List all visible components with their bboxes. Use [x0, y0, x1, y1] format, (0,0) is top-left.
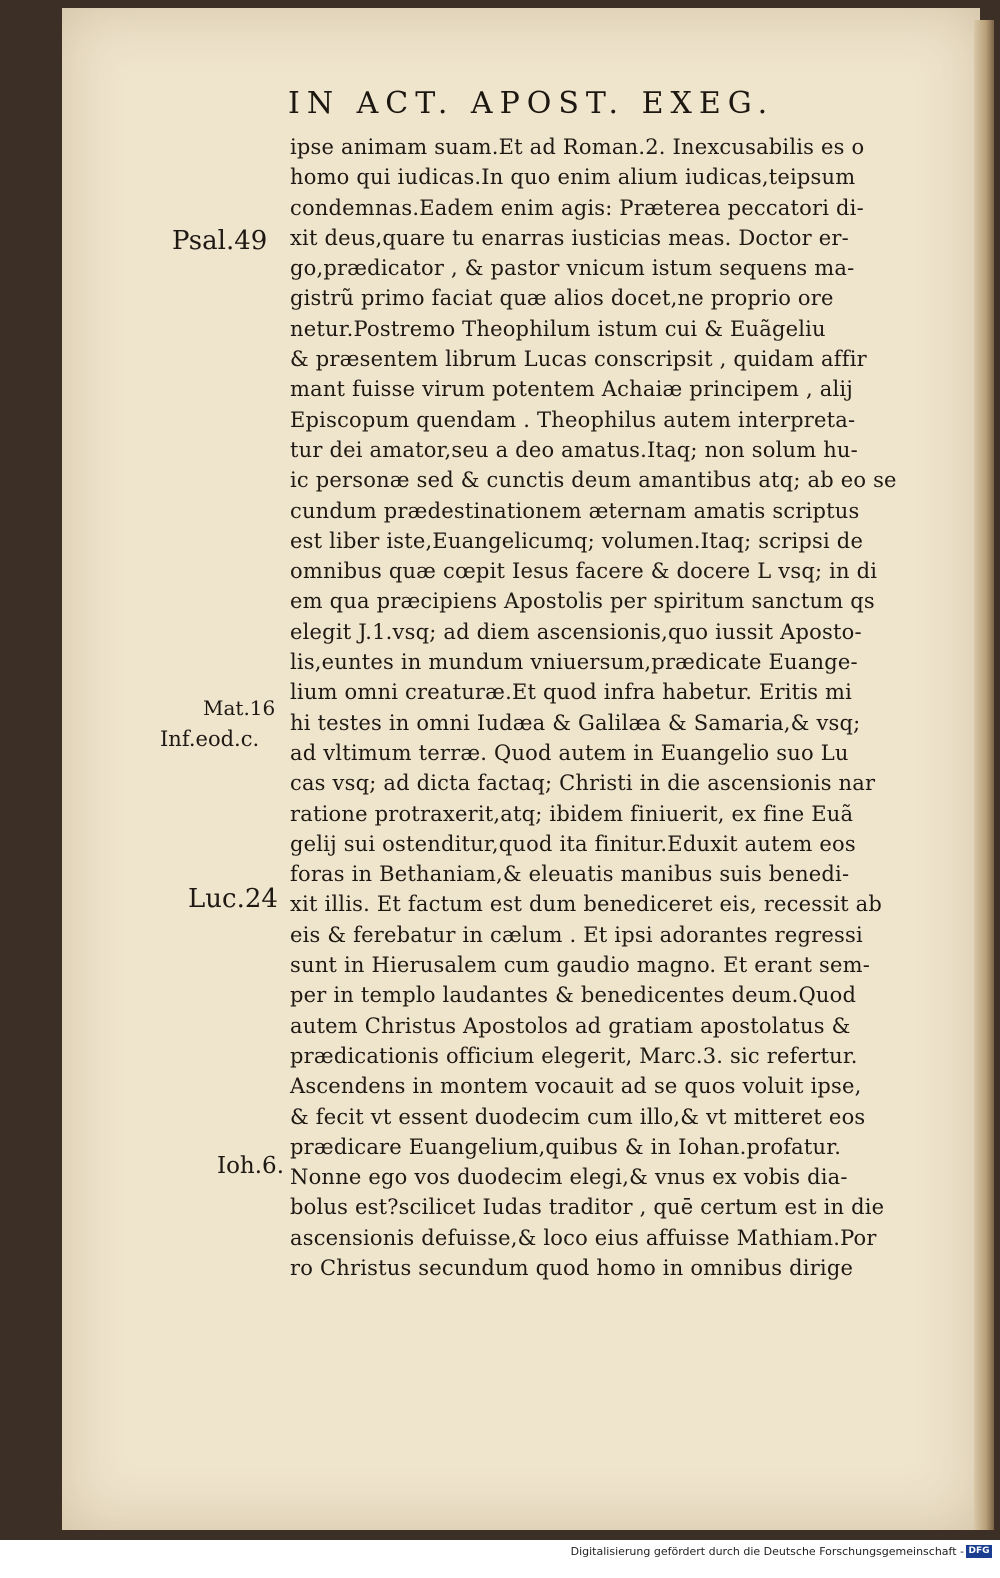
margin-note-ioh: Ioh.6. [217, 1153, 285, 1179]
margin-note-mat: Mat.16 [203, 696, 276, 720]
text-line: & fecit vt essent duodecim cum illo,& vt mitteret eos [290, 1104, 866, 1129]
text-line: homo qui iudicas.In quo enim alium iudicas,teipsum [290, 165, 856, 190]
text-line: eis & ferebatur in cælum . Et ipsi adorantes regressi [290, 922, 863, 947]
funding-credit: Digitalisierung gefördert durch die Deutsche Forschungsgemeinschaft - [570, 1545, 964, 1558]
text-line: tur dei amator,seu a deo amatus.Itaq; non solum hu- [290, 437, 858, 462]
text-line: ipse animam suam.Et ad Roman.2. Inexcusabilis es o [290, 135, 865, 159]
text-line: go,prædicator , & pastor vnicum istum sequens ma- [290, 256, 855, 281]
text-line: Nonne ego vos duodecim elegi,& vnus ex vobis dia- [290, 1165, 848, 1190]
text-line: ad vltimum terræ. Quod autem in Euangelio suo Lu [290, 740, 849, 765]
text-line: ic personæ sed & cunctis deum amantibus atq; ab eo se [290, 468, 897, 493]
text-line: est liber iste,Euangelicumq; volumen.Itaq; scripsi de [290, 528, 864, 553]
text-line: foras in Bethaniam,& eleuatis manibus suis benedi- [290, 862, 850, 887]
text-line: hi testes in omni Iudæa & Galilæa & Samaria,& vsq; [290, 710, 861, 735]
text-line: ascensionis defuisse,& loco eius affuisse Mathiam.Por [290, 1225, 877, 1250]
text-line: cundum prædestinationem æternam amatis scriptus [290, 498, 860, 523]
text-line: bolus est?scilicet Iudas traditor , quē certum est in die [290, 1195, 885, 1220]
text-line: cas vsq; ad dicta factaq; Christi in die ascensionis nar [290, 771, 876, 796]
text-line: condemnas.Eadem enim agis: Præterea peccatori di- [290, 195, 864, 220]
text-line: elegit J.1.vsq; ad diem ascensionis,quo iussit Aposto- [290, 619, 862, 644]
text-line: per in templo laudantes & benedicentes deum.Quod [290, 983, 857, 1008]
text-line: xit illis. Et factum est dum benediceret eis, recessit ab [290, 892, 883, 917]
dfg-logo: DFG [966, 1545, 992, 1558]
text-line: autem Christus Apostolos ad gratiam apostolatus & [290, 1013, 851, 1038]
text-line: gelij sui ostenditur,quod ita finitur.Eduxit autem eos [290, 831, 856, 856]
text-line: lium omni creaturæ.Et quod infra habetur. Eritis mi [290, 680, 853, 705]
text-line: gistrũ primo faciat quæ alios docet,ne proprio ore [290, 286, 834, 311]
running-head: IN ACT. APOST. EXEG. [288, 86, 775, 121]
margin-note-inf: Inf.eod.c. [160, 727, 260, 751]
text-line: Episcopum quendam . Theophilus autem interpreta- [290, 407, 856, 432]
text-line: ratione protraxerit,atq; ibidem finiuerit, ex fine Euã [290, 801, 854, 826]
margin-note-psal: Psal.49 [172, 226, 268, 256]
body-text [290, 132, 970, 1283]
text-line: prædicationis officium elegerit, Marc.3. sic refertur. [290, 1043, 858, 1068]
page-edge [974, 20, 994, 1530]
text-line: em qua præcipiens Apostolis per spiritum sanctum qs [290, 589, 875, 614]
text-line: xit deus,quare tu enarras iusticias meas. Doctor er- [290, 225, 849, 250]
text-line: ro Christus secundum quod homo in omnibus dirige [290, 1255, 854, 1280]
text-line: netur.Postremo Theophilum istum cui & Euãgeliu [290, 316, 826, 341]
text-line: lis,euntes in mundum vniuersum,prædicate Euange- [290, 650, 858, 675]
text-line: Ascendens in montem vocauit ad se quos voluit ipse, [290, 1074, 862, 1099]
text-line: & præsentem librum Lucas conscripsit , quidam affir [290, 347, 867, 372]
margin-note-luc: Luc.24 [188, 884, 278, 914]
text-line: mant fuisse virum potentem Achaiæ principem , alij [290, 377, 853, 402]
text-line: omnibus quæ cœpit Iesus facere & docere L vsq; in di [290, 559, 878, 584]
text-line: prædicare Euangelium,quibus & in Iohan.profatur. [290, 1134, 842, 1159]
text-line: sunt in Hierusalem cum gaudio magno. Et erant sem- [290, 953, 871, 978]
